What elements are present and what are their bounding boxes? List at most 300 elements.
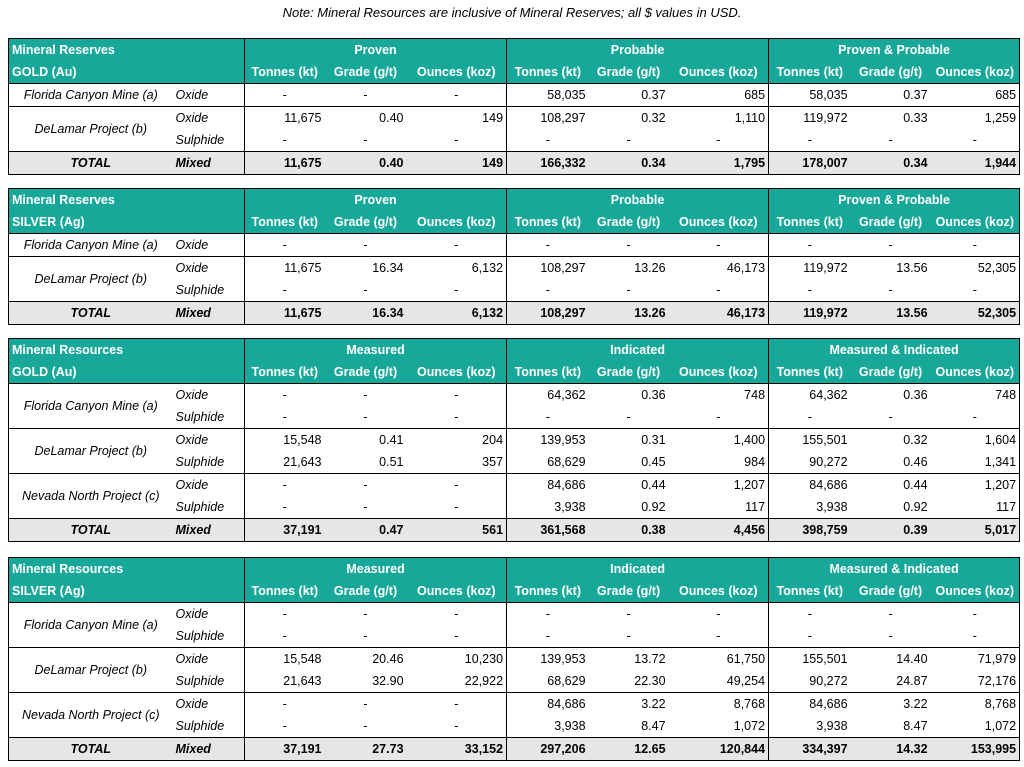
value-cell: 21,643	[245, 670, 325, 693]
value-cell: 685	[744, 88, 766, 102]
value-cell: -	[454, 88, 459, 102]
value-cell: -	[769, 406, 851, 429]
value-cell: 149	[482, 111, 504, 125]
column-header: Tonnes (kt)	[507, 211, 589, 234]
value-cell: 119,972	[769, 107, 851, 130]
total-value: 1,944	[931, 152, 1020, 175]
commodity-label: SILVER (Ag)	[9, 211, 245, 234]
value-cell: 10,230	[464, 652, 504, 666]
value-cell: -	[363, 88, 368, 102]
project-name: Nevada North Project (c)	[21, 489, 160, 503]
total-value: 561	[407, 519, 507, 542]
table-row	[9, 648, 1020, 671]
value-cell: -	[245, 496, 325, 519]
value-cell: 13.26	[634, 261, 666, 275]
value-cell: -	[454, 500, 459, 514]
total-value: 0.39	[851, 519, 931, 542]
total-value: 119,972	[769, 302, 851, 325]
value-cell: -	[454, 133, 459, 147]
value-cell: 58,035	[769, 84, 851, 107]
column-header: Tonnes (kt)	[769, 361, 851, 384]
value-cell: -	[769, 234, 851, 257]
column-header: Ounces (koz)	[931, 361, 1020, 384]
value-cell: 49,254	[726, 674, 766, 688]
value-cell: -	[507, 129, 589, 152]
value-cell: 0.32	[641, 111, 666, 125]
project-name: Florida Canyon Mine (a)	[23, 88, 158, 102]
table-row	[9, 84, 1020, 107]
value-cell: 108,297	[507, 107, 589, 130]
value-cell: -	[716, 607, 721, 621]
value-cell: 0.41	[379, 433, 404, 447]
value-cell: 3,938	[769, 715, 851, 738]
value-cell: -	[626, 283, 631, 297]
value-cell: 0.36	[641, 388, 666, 402]
value-cell: -	[454, 607, 459, 621]
column-header: Grade (g/t)	[589, 361, 669, 384]
ore-type: Oxide	[175, 238, 209, 252]
value-cell: 0.92	[903, 500, 928, 514]
value-cell: 1,341	[984, 455, 1017, 469]
value-cell: 13.72	[634, 652, 666, 666]
value-cell: 685	[995, 88, 1017, 102]
column-header: Grade (g/t)	[589, 580, 669, 603]
value-cell: -	[769, 625, 851, 648]
table-row	[9, 107, 1020, 130]
value-cell: -	[888, 283, 893, 297]
value-cell: 0.51	[379, 455, 404, 469]
value-cell: -	[769, 603, 851, 626]
value-cell: 16.34	[372, 261, 404, 275]
total-value: 11,675	[245, 152, 325, 175]
group-header: Proven & Probable	[769, 39, 1020, 62]
project-name: DeLamar Project (b)	[34, 663, 148, 677]
value-cell: 1,604	[984, 433, 1017, 447]
total-type: Mixed	[173, 302, 245, 325]
value-cell: 155,501	[769, 648, 851, 671]
column-header: Tonnes (kt)	[507, 580, 589, 603]
ore-type: Oxide	[175, 111, 209, 125]
value-cell: -	[245, 279, 325, 302]
value-cell: 22,922	[464, 674, 504, 688]
total-value: 108,297	[507, 302, 589, 325]
column-header: Tonnes (kt)	[507, 61, 589, 84]
resources-gold-table	[8, 338, 1020, 542]
value-cell: -	[888, 238, 893, 252]
value-cell: 24.87	[896, 674, 928, 688]
project-name: Florida Canyon Mine (a)	[23, 238, 158, 252]
value-cell: 0.46	[903, 455, 928, 469]
header-row-groups	[9, 339, 1020, 362]
total-value: 334,397	[769, 738, 851, 761]
value-cell: -	[888, 133, 893, 147]
ore-type: Sulphide	[175, 410, 225, 424]
header-row-groups	[9, 189, 1020, 212]
table-row	[9, 384, 1020, 407]
value-cell: -	[507, 603, 589, 626]
table-row	[9, 603, 1020, 626]
column-header: Tonnes (kt)	[769, 211, 851, 234]
total-row	[9, 152, 1020, 175]
value-cell: 15,548	[245, 648, 325, 671]
ore-type: Sulphide	[175, 719, 225, 733]
commodity-label: GOLD (Au)	[9, 361, 245, 384]
value-cell: -	[716, 238, 721, 252]
total-value: 361,568	[507, 519, 589, 542]
value-cell: -	[769, 279, 851, 302]
ore-type: Sulphide	[175, 674, 225, 688]
value-cell: 139,953	[507, 648, 589, 671]
value-cell: -	[245, 693, 325, 716]
note-text: Note: Mineral Resources are inclusive of Mineral Reserves; all $ values in USD.	[282, 5, 742, 20]
column-header: Ounces (koz)	[669, 361, 769, 384]
total-value: 0.38	[589, 519, 669, 542]
value-cell: 68,629	[507, 451, 589, 474]
total-label: TOTAL	[9, 738, 173, 761]
value-cell: -	[626, 238, 631, 252]
value-cell: 84,686	[769, 693, 851, 716]
value-cell: 8.47	[641, 719, 666, 733]
value-cell: 0.40	[379, 111, 404, 125]
value-cell: 0.37	[641, 88, 666, 102]
value-cell: -	[363, 607, 368, 621]
value-cell: -	[507, 406, 589, 429]
value-cell: 117	[996, 500, 1017, 514]
value-cell: 84,686	[507, 474, 589, 497]
value-cell: -	[454, 388, 459, 402]
project-name: Nevada North Project (c)	[21, 708, 160, 722]
value-cell: -	[888, 629, 893, 643]
value-cell: 21,643	[245, 451, 325, 474]
column-header: Ounces (koz)	[407, 580, 507, 603]
value-cell: -	[363, 478, 368, 492]
ore-type: Oxide	[175, 652, 209, 666]
value-cell: 72,176	[977, 674, 1017, 688]
commodity-label: GOLD (Au)	[9, 61, 245, 84]
total-value: 37,191	[245, 738, 325, 761]
total-value: 46,173	[669, 302, 769, 325]
table-title: Mineral Resources	[9, 339, 245, 362]
column-header: Grade (g/t)	[589, 211, 669, 234]
value-cell: -	[507, 234, 589, 257]
value-cell: 1,207	[984, 478, 1017, 492]
ore-type: Oxide	[175, 433, 209, 447]
table-row	[9, 234, 1020, 257]
value-cell: -	[363, 500, 368, 514]
value-cell: -	[716, 410, 721, 424]
column-header: Tonnes (kt)	[245, 211, 325, 234]
total-value: 178,007	[769, 152, 851, 175]
value-cell: -	[363, 629, 368, 643]
value-cell: -	[245, 603, 325, 626]
group-header: Measured & Indicated	[769, 558, 1020, 581]
ore-type: Sulphide	[175, 629, 225, 643]
value-cell: 90,272	[769, 670, 851, 693]
value-cell: 139,953	[507, 429, 589, 452]
total-value: 33,152	[407, 738, 507, 761]
value-cell: -	[454, 629, 459, 643]
value-cell: -	[245, 84, 325, 107]
table-row	[9, 257, 1020, 280]
value-cell: 119,972	[769, 257, 851, 280]
column-header: Ounces (koz)	[931, 580, 1020, 603]
value-cell: -	[769, 129, 851, 152]
total-row	[9, 519, 1020, 542]
value-cell: 1,400	[733, 433, 766, 447]
value-cell: 8,768	[984, 697, 1017, 711]
value-cell: 8.47	[903, 719, 928, 733]
total-row	[9, 738, 1020, 761]
group-header: Probable	[507, 189, 769, 212]
total-label: TOTAL	[9, 152, 173, 175]
column-header: Grade (g/t)	[851, 361, 931, 384]
value-cell: -	[454, 283, 459, 297]
value-cell: 0.45	[641, 455, 666, 469]
column-header: Ounces (koz)	[407, 61, 507, 84]
value-cell: 1,072	[733, 719, 766, 733]
total-value: 4,456	[669, 519, 769, 542]
value-cell: -	[245, 715, 325, 738]
total-value: 5,017	[931, 519, 1020, 542]
value-cell: -	[888, 607, 893, 621]
group-header: Measured	[245, 558, 507, 581]
total-value: 52,305	[931, 302, 1020, 325]
total-value: 27.73	[325, 738, 407, 761]
value-cell: 984	[744, 455, 766, 469]
value-cell: 0.44	[903, 478, 928, 492]
value-cell: 204	[482, 433, 504, 447]
column-header: Ounces (koz)	[669, 211, 769, 234]
value-cell: -	[363, 133, 368, 147]
commodity-label: SILVER (Ag)	[9, 580, 245, 603]
total-value: 0.34	[851, 152, 931, 175]
column-header: Grade (g/t)	[325, 211, 407, 234]
header-row-groups	[9, 39, 1020, 62]
total-value: 120,844	[669, 738, 769, 761]
value-cell: -	[626, 629, 631, 643]
value-cell: -	[245, 474, 325, 497]
group-header: Proven	[245, 39, 507, 62]
ore-type: Oxide	[175, 697, 209, 711]
column-header: Ounces (koz)	[669, 580, 769, 603]
value-cell: -	[363, 283, 368, 297]
value-cell: 64,362	[507, 384, 589, 407]
value-cell: -	[972, 238, 977, 252]
column-header: Tonnes (kt)	[769, 61, 851, 84]
value-cell: 0.32	[903, 433, 928, 447]
value-cell: -	[454, 697, 459, 711]
value-cell: 1,110	[734, 111, 766, 125]
value-cell: -	[972, 410, 977, 424]
total-value: 12.65	[589, 738, 669, 761]
header-row-columns	[9, 580, 1020, 603]
column-header: Tonnes (kt)	[245, 361, 325, 384]
group-header: Measured	[245, 339, 507, 362]
value-cell: -	[363, 238, 368, 252]
table-row	[9, 429, 1020, 452]
value-cell: -	[626, 133, 631, 147]
value-cell: 46,173	[726, 261, 766, 275]
value-cell: 71,979	[977, 652, 1017, 666]
column-header: Grade (g/t)	[325, 580, 407, 603]
total-type: Mixed	[173, 152, 245, 175]
value-cell: 15,548	[245, 429, 325, 452]
value-cell: 3.22	[903, 697, 928, 711]
value-cell: 58,035	[507, 84, 589, 107]
value-cell: -	[363, 410, 368, 424]
total-value: 166,332	[507, 152, 589, 175]
value-cell: 64,362	[769, 384, 851, 407]
value-cell: -	[245, 625, 325, 648]
total-value: 1,795	[669, 152, 769, 175]
value-cell: -	[716, 629, 721, 643]
project-name: Florida Canyon Mine (a)	[23, 618, 158, 632]
value-cell: -	[626, 607, 631, 621]
table-title: Mineral Reserves	[9, 39, 245, 62]
column-header: Grade (g/t)	[325, 61, 407, 84]
value-cell: -	[507, 625, 589, 648]
column-header: Grade (g/t)	[325, 361, 407, 384]
ore-type: Sulphide	[175, 455, 225, 469]
reserves-silver-table	[8, 188, 1020, 325]
column-header: Grade (g/t)	[851, 61, 931, 84]
ore-type: Oxide	[175, 607, 209, 621]
value-cell: 117	[745, 500, 766, 514]
value-cell: 3.22	[641, 697, 666, 711]
project-name: Florida Canyon Mine (a)	[23, 399, 158, 413]
group-header: Probable	[507, 39, 769, 62]
value-cell: -	[363, 697, 368, 711]
value-cell: 0.92	[641, 500, 666, 514]
ore-type: Sulphide	[175, 133, 225, 147]
column-header: Ounces (koz)	[407, 361, 507, 384]
value-cell: 3,938	[507, 715, 589, 738]
value-cell: 68,629	[507, 670, 589, 693]
value-cell: 32.90	[372, 674, 404, 688]
group-header: Proven	[245, 189, 507, 212]
value-cell: -	[363, 388, 368, 402]
total-type: Mixed	[173, 738, 245, 761]
project-name: DeLamar Project (b)	[34, 122, 148, 136]
value-cell: 22.30	[634, 674, 666, 688]
table-row	[9, 693, 1020, 716]
column-header: Grade (g/t)	[589, 61, 669, 84]
value-cell: 6,132	[471, 261, 504, 275]
table-title: Mineral Reserves	[9, 189, 245, 212]
value-cell: 20.46	[372, 652, 404, 666]
value-cell: 13.56	[896, 261, 928, 275]
total-value: 398,759	[769, 519, 851, 542]
value-cell: -	[972, 283, 977, 297]
value-cell: 14.40	[896, 652, 928, 666]
value-cell: 108,297	[507, 257, 589, 280]
total-label: TOTAL	[9, 519, 173, 542]
total-value: 0.47	[325, 519, 407, 542]
value-cell: -	[363, 719, 368, 733]
value-cell: 3,938	[507, 496, 589, 519]
column-header: Ounces (koz)	[407, 211, 507, 234]
total-value: 13.56	[851, 302, 931, 325]
ore-type: Sulphide	[175, 283, 225, 297]
value-cell: -	[716, 283, 721, 297]
group-header: Indicated	[507, 558, 769, 581]
total-value: 0.34	[589, 152, 669, 175]
total-label: TOTAL	[9, 302, 173, 325]
value-cell: -	[454, 478, 459, 492]
value-cell: -	[245, 406, 325, 429]
column-header: Tonnes (kt)	[245, 580, 325, 603]
total-value: 6,132	[407, 302, 507, 325]
table-row	[9, 474, 1020, 497]
total-value: 14.32	[851, 738, 931, 761]
column-header: Tonnes (kt)	[507, 361, 589, 384]
total-row	[9, 302, 1020, 325]
value-cell: -	[972, 607, 977, 621]
ore-type: Oxide	[175, 261, 209, 275]
value-cell: 748	[995, 388, 1017, 402]
ore-type: Oxide	[175, 478, 209, 492]
column-header: Grade (g/t)	[851, 211, 931, 234]
value-cell: 155,501	[769, 429, 851, 452]
reserves-gold-table	[8, 38, 1020, 175]
ore-type: Oxide	[175, 88, 209, 102]
value-cell: 0.36	[903, 388, 928, 402]
value-cell: 357	[482, 455, 504, 469]
value-cell: 0.33	[903, 111, 928, 125]
value-cell: -	[454, 410, 459, 424]
project-name: DeLamar Project (b)	[34, 272, 148, 286]
total-value: 0.40	[325, 152, 407, 175]
value-cell: 90,272	[769, 451, 851, 474]
column-header: Ounces (koz)	[931, 211, 1020, 234]
value-cell: -	[626, 410, 631, 424]
ore-type: Sulphide	[175, 500, 225, 514]
total-value: 11,675	[245, 302, 325, 325]
value-cell: -	[245, 384, 325, 407]
value-cell: 11,675	[245, 107, 325, 130]
header-row-columns	[9, 61, 1020, 84]
value-cell: 0.37	[903, 88, 928, 102]
group-header: Indicated	[507, 339, 769, 362]
value-cell: 1,259	[984, 111, 1017, 125]
group-header: Proven & Probable	[769, 189, 1020, 212]
value-cell: 748	[744, 388, 766, 402]
value-cell: 3,938	[769, 496, 851, 519]
column-header: Grade (g/t)	[851, 580, 931, 603]
value-cell: -	[454, 719, 459, 733]
group-header: Measured & Indicated	[769, 339, 1020, 362]
value-cell: 0.44	[641, 478, 666, 492]
value-cell: 52,305	[977, 261, 1017, 275]
value-cell: 8,768	[733, 697, 766, 711]
column-header: Ounces (koz)	[931, 61, 1020, 84]
value-cell: -	[245, 234, 325, 257]
value-cell: 11,675	[245, 257, 325, 280]
value-cell: 84,686	[769, 474, 851, 497]
value-cell: -	[972, 629, 977, 643]
total-value: 16.34	[325, 302, 407, 325]
value-cell: 0.31	[641, 433, 666, 447]
value-cell: -	[716, 133, 721, 147]
project-name: DeLamar Project (b)	[34, 444, 148, 458]
total-value: 13.26	[589, 302, 669, 325]
total-type: Mixed	[173, 519, 245, 542]
value-cell: 84,686	[507, 693, 589, 716]
ore-type: Oxide	[175, 388, 209, 402]
value-cell: 1,207	[733, 478, 766, 492]
header-row-columns	[9, 211, 1020, 234]
value-cell: -	[507, 279, 589, 302]
